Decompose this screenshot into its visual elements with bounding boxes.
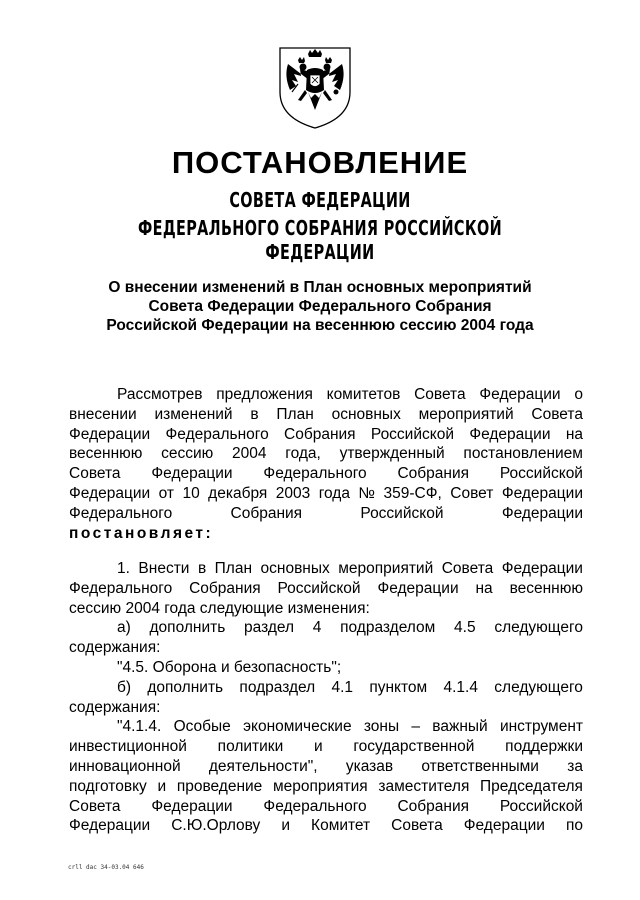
word: Федерации <box>69 425 151 443</box>
word: Федерации <box>377 579 459 597</box>
word: 2004 <box>232 445 267 463</box>
text-line <box>69 678 583 698</box>
word: весеннюю <box>69 445 143 463</box>
word: заместителя <box>378 777 470 795</box>
text-line <box>69 717 583 737</box>
text-line <box>69 797 583 817</box>
word: комитетов <box>326 386 401 403</box>
word: Федерации <box>501 560 583 577</box>
word: инновационной <box>69 757 181 775</box>
word: Федерального <box>263 797 367 815</box>
word: Собрания <box>230 504 303 522</box>
word: дополнить <box>147 678 224 696</box>
word: декабря <box>208 484 268 502</box>
word: ответственными <box>421 757 539 775</box>
word: Российской <box>277 579 361 597</box>
word: Российской <box>370 425 454 443</box>
document-title: ПОСТАНОВЛЕНИЕ <box>171 145 469 180</box>
word: Совета <box>441 560 494 577</box>
text-line <box>69 816 583 836</box>
word: изменений <box>154 405 233 423</box>
word: Совета <box>531 405 583 423</box>
word: Федерации <box>501 484 583 502</box>
word: Российской <box>499 797 583 815</box>
document-subject <box>0 278 640 335</box>
word: Совета <box>391 817 443 835</box>
word: важный <box>432 718 488 736</box>
word: Федерации <box>151 465 233 483</box>
word: политики <box>217 738 284 756</box>
word: экономические <box>243 718 352 736</box>
subject-line: Совета Федерации Федерального Собрания <box>148 298 492 315</box>
text-line <box>69 777 583 797</box>
word: 4.5 <box>454 619 476 637</box>
word: С.Ю.Орлову <box>171 817 261 835</box>
word: мероприятий <box>338 560 434 577</box>
word: Федерального <box>263 465 367 483</box>
document-issuer-line1: СОВЕТА ФЕДЕРАЦИИ <box>229 188 411 212</box>
text-line <box>69 559 583 579</box>
preamble-paragraph <box>69 385 583 543</box>
word: Особые <box>173 718 231 736</box>
word: от <box>158 484 175 502</box>
word: подраздел <box>239 678 316 696</box>
word: Внести <box>138 560 190 577</box>
word: Федерации <box>501 504 583 522</box>
word: Рассмотрев <box>117 386 203 403</box>
word: о <box>574 386 583 403</box>
word: постановлением <box>463 445 583 463</box>
word: внесении <box>69 405 137 423</box>
word: "4.1.4. <box>117 718 162 736</box>
resolves-word: постановляет: <box>69 524 214 542</box>
word: 4 <box>312 619 322 637</box>
text-line <box>69 757 583 777</box>
word: дополнить <box>149 619 226 637</box>
text-line: "4.5. Оборона и безопасность"; <box>117 658 342 676</box>
word: утвержденный <box>339 445 445 463</box>
word: Совета <box>69 465 121 483</box>
word: Совет <box>450 484 494 502</box>
word: мероприятий <box>418 405 514 423</box>
text-line <box>69 504 583 524</box>
word: года, <box>285 445 321 463</box>
word: следующего <box>494 678 583 696</box>
word: проведение <box>176 777 263 795</box>
word: 1. <box>117 560 130 577</box>
word: 10 <box>182 484 200 502</box>
word: Председателя <box>480 777 583 795</box>
text-line: содержания: <box>69 698 161 716</box>
word: мероприятия <box>272 777 368 795</box>
word: а) <box>117 619 131 637</box>
text-line: содержания: <box>69 639 161 657</box>
word: подразделом <box>340 619 436 637</box>
word: за <box>567 757 583 775</box>
word: предложения <box>216 386 313 403</box>
text-line <box>69 385 583 405</box>
word: Собрания <box>189 579 261 597</box>
word: пунктом <box>369 678 428 696</box>
word: инструмент <box>499 718 583 736</box>
coat-of-arms-emblem <box>274 40 356 130</box>
text-line <box>69 405 583 425</box>
word: по <box>565 817 583 835</box>
subject-line: Российской Федерации на весеннюю сессию 2004 года <box>106 317 534 334</box>
word: на <box>475 579 493 597</box>
text-line <box>69 737 583 757</box>
word: Федерального <box>165 425 269 443</box>
word: на <box>565 425 583 443</box>
word: и <box>281 817 291 835</box>
word: инвестиционной <box>69 738 187 756</box>
word: и <box>157 777 167 795</box>
word: поддержки <box>505 738 583 756</box>
word: сессию <box>161 445 214 463</box>
word: государственной <box>353 738 475 756</box>
word: № <box>358 484 376 502</box>
word: Комитет <box>311 817 371 835</box>
text-line <box>69 444 583 464</box>
word: Российской <box>360 504 444 522</box>
word: Федерального <box>69 579 173 597</box>
text-line <box>69 464 583 484</box>
word: Собрания <box>397 465 470 483</box>
word: Российской <box>499 465 583 483</box>
word: весеннюю <box>509 579 583 597</box>
word: подготовку <box>69 777 147 795</box>
word: Совета <box>414 386 466 403</box>
item-1-section <box>69 559 583 836</box>
word: раздел <box>244 619 295 637</box>
text-line: сессию 2004 года следующие изменения: <box>69 599 370 617</box>
text-line <box>69 579 583 599</box>
word: Федерации <box>463 817 545 835</box>
subject-line: О внесении изменений в План основных мероприятий <box>108 279 532 296</box>
word: Собрания <box>397 797 470 815</box>
text-line <box>69 484 583 504</box>
word: Федерации <box>479 386 561 403</box>
word: Совета <box>69 797 121 815</box>
word: 359-СФ, <box>383 484 442 502</box>
document-issuer-line2: ФЕДЕРАЛЬНОГО СОБРАНИЯ РОССИЙСКОЙ ФЕДЕРАЦИИ <box>137 216 503 264</box>
word: и <box>313 738 323 756</box>
word: года <box>318 484 350 502</box>
word: Федерации <box>69 817 151 835</box>
word: Собрания <box>284 425 356 443</box>
word: Федерации <box>151 797 233 815</box>
word: основных <box>331 405 401 423</box>
footer-code: crll dac 34-03.04 646 <box>68 864 144 871</box>
word: б) <box>117 678 132 696</box>
text-line <box>69 425 583 445</box>
word: 2003 <box>275 484 311 502</box>
word: План <box>276 405 314 423</box>
word: в <box>197 560 207 577</box>
word: План <box>214 560 253 577</box>
word: Федерации <box>69 484 151 502</box>
word: в <box>250 405 259 423</box>
word: указав <box>345 757 394 775</box>
word: Федерации <box>469 425 551 443</box>
word: 4.1 <box>331 678 354 696</box>
word: Федерального <box>69 504 173 522</box>
text-line <box>69 618 583 638</box>
word: – <box>411 718 420 736</box>
word: 4.1.4 <box>443 678 478 696</box>
word: следующего <box>494 619 583 637</box>
word: деятельности", <box>208 757 318 775</box>
word: зоны <box>363 718 400 736</box>
word: основных <box>260 560 330 577</box>
